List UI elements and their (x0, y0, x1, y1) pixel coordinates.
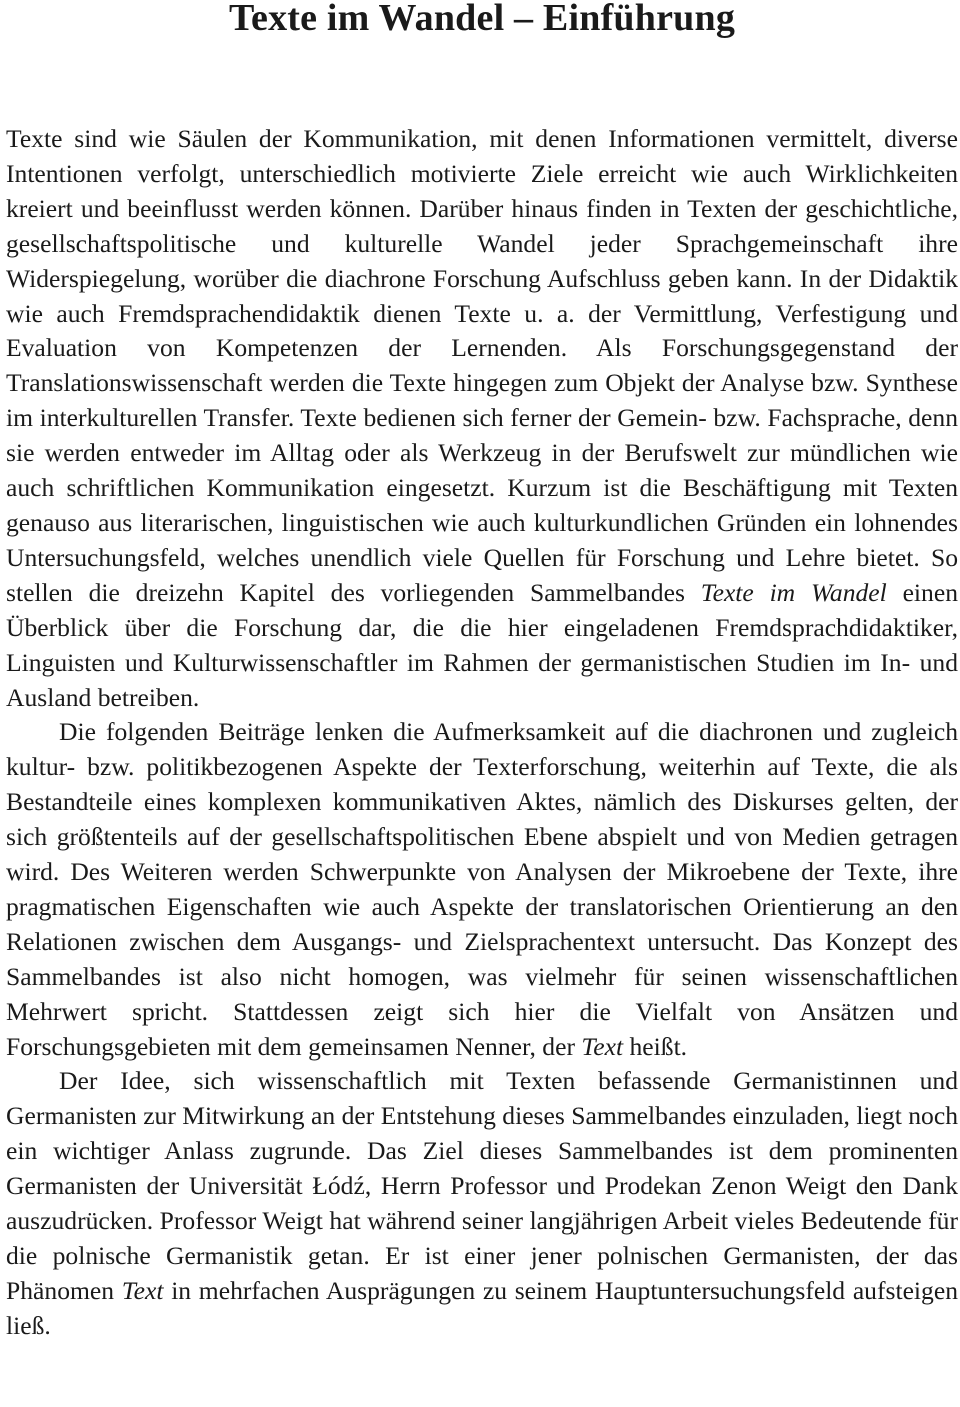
page-title: Texte im Wandel – Einführung (228, 0, 736, 39)
text-run: einen Überblick über die Forschung dar, die die hier eingeladenen Fremdsprachdidaktiker, Linguisten und Kulturwissenschaftler im Rahmen der germanistischen Studien im In- und Ausland betreiben. (6, 577, 958, 712)
paragraph (6, 122, 958, 715)
italic-run: Texte im Wandel (700, 577, 887, 607)
text-run: heißt. (623, 1031, 688, 1061)
body-text (6, 122, 958, 1344)
text-run: Der Idee, sich wissenschaftlich mit Texten befassende Germanistinnen und Germanisten zur Mitwirkung an der Entstehung dieses Sammelbandes einzuladen, liegt noch ein wichtiger Anlass zugrunde. Das Ziel dieses Sammelbandes ist dem prominenten Germanisten der Universität Łódź, Herrn Professor und Prodekan Zenon Weigt den Dank auszudrücken. Professor Weigt hat während seiner langjährigen Arbeit vieles Bedeutende für die polnische Germanistik getan. Er ist einer jener polnischen Germanisten, der das Phänomen (6, 1066, 958, 1305)
document-page (6, 0, 958, 1344)
paragraph (6, 715, 958, 1064)
italic-run: Text (121, 1275, 164, 1305)
text-run: Die folgenden Beiträge lenken die Aufmerksamkeit auf die diachronen und zugleich kultur- bzw. politikbezogenen Aspekte der Texterforschung, weiterhin auf Texte, die als Bestandteile eines komplexen kommunikativen Aktes, nämlich des Diskurses gelten, der sich größtenteils auf der gesellschaftspolitischen Ebene abspielt und von Medien getragen wird. Des Weiteren werden Schwerpunkte von Analysen der Mikroebene der Texte, ihre pragmatischen Eigenschaften wie auch Aspekte der translatorischen Orientierung an den Relationen zwischen dem Ausgangs- und Zielsprachentext untersucht. Das Konzept des Sammelbandes ist also nicht homogen, was vielmehr für seinen wissenschaftlichen Mehrwert spricht. Stattdessen zeigt sich hier die Vielfalt von Ansätzen und Forschungsgebieten mit dem gemeinsamen Nenner, der (6, 717, 958, 1061)
italic-run: Text (581, 1031, 624, 1061)
text-run: Texte sind wie Säulen der Kommunikation, mit denen Informationen vermittelt, diverse Intentionen verfolgt, unterschiedlich motivierte Ziele erreicht wie auch Wirklichkeiten kreiert und beeinflusst werden können. Darüber hinaus finden in Texten der geschichtliche, gesellschaftspolitische und kulturelle Wandel jeder Sprachgemeinschaft ihre Widerspiegelung, worüber die diachrone Forschung Aufschluss geben kann. In der Didaktik wie auch Fremdsprachendidaktik dienen Texte u. a. der Vermittlung, Verfestigung und Evaluation von Kompetenzen der Lernenden. Als Forschungsgegenstand der Translationswissenschaft werden die Texte hingegen zum Objekt der Analyse bzw. Synthese im interkulturellen Transfer. Texte bedienen sich ferner der Gemein- bzw. Fachsprache, denn sie werden entweder im Alltag oder als Werkzeug in der Berufswelt zur mündlichen wie auch schriftlichen Kommunikation eingesetzt. Kurzum ist die Beschäftigung mit Texten genauso aus literarischen, linguistischen wie auch kulturkundlichen Gründen ein lohnendes Untersuchungsfeld, welches unendlich viele Quellen für Forschung und Lehre bietet. So stellen die dreizehn Kapitel des vorliegenden Sammelbandes (6, 124, 958, 607)
text-run: in mehrfachen Ausprägungen zu seinem Hauptuntersuchungsfeld aufsteigen ließ. (6, 1275, 958, 1340)
paragraph (6, 1064, 958, 1343)
